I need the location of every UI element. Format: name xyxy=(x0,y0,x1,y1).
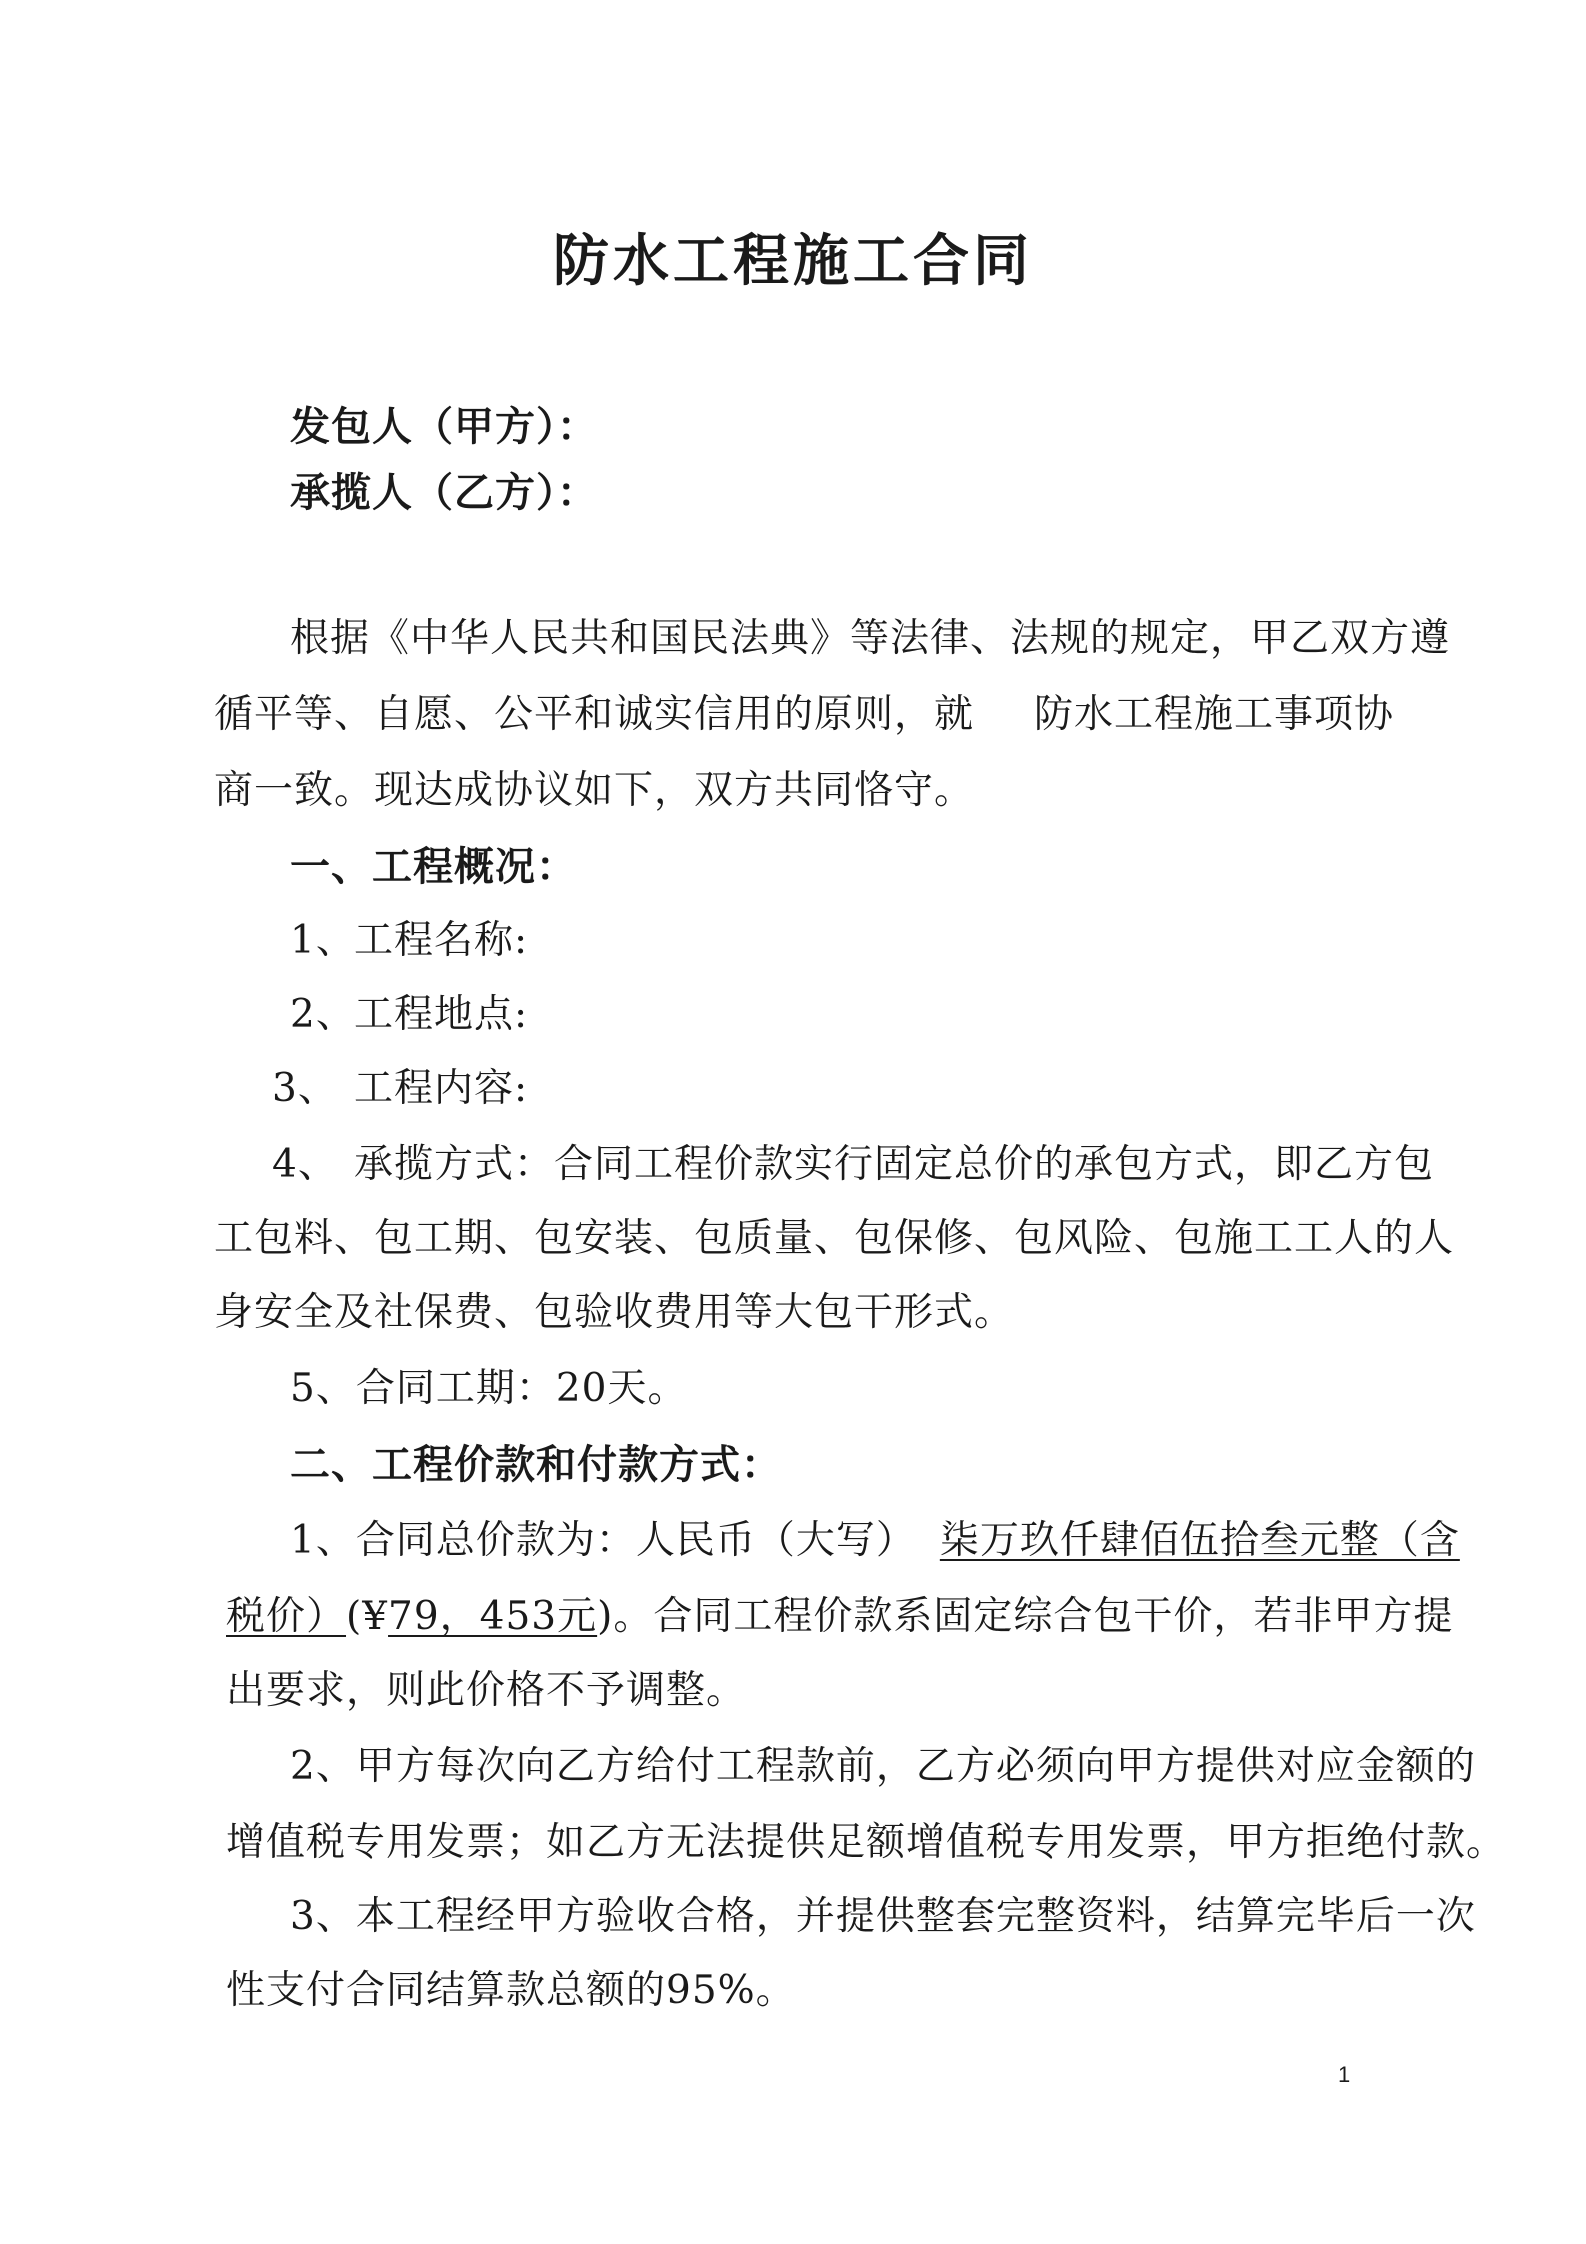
party-a-label: 发包人（甲方）： xyxy=(290,403,598,450)
preamble-line-2b: 防水工程施工事项协 xyxy=(1034,692,1395,737)
item3-number: 3、 xyxy=(272,1066,338,1111)
preamble-line-3: 商一致。现达成协议如下，双方共同恪守。 xyxy=(214,768,975,813)
section1-heading: 一、工程概况： xyxy=(290,843,577,890)
amount-in-figures: 79，453元 xyxy=(388,1594,598,1639)
contract-title: 防水工程施工合同 xyxy=(553,228,1033,294)
section2-heading: 二、工程价款和付款方式： xyxy=(290,1441,782,1488)
invoice-line-2: 增值税专用发票；如乙方无法提供足额增值税专用发票，甲方拒绝付款。 xyxy=(226,1820,1507,1865)
invoice-line-1: 2、甲方每次向乙方给付工程款前，乙方必须向甲方提供对应金额的 xyxy=(290,1744,1476,1789)
price-line-2-rest: )。合同工程价款系固定综合包干价，若非甲方提 xyxy=(597,1594,1454,1639)
amount-in-words-continued: 税价） xyxy=(226,1594,347,1639)
amount-in-words: 柒万玖仟肆佰伍拾叁元整（含 xyxy=(939,1518,1460,1563)
item1-text: 工程名称: xyxy=(354,918,529,963)
amount-paren-open: (¥ xyxy=(346,1594,389,1639)
party-b-label: 承揽人（乙方）： xyxy=(290,469,598,516)
price-line-2 xyxy=(226,1592,1453,1642)
item3-text: 工程内容: xyxy=(354,1066,529,1111)
payment-line-1: 3、本工程经甲方验收合格，并提供整套完整资料，结算完毕后一次 xyxy=(290,1894,1476,1939)
preamble-line-2a: 循平等、自愿、公平和诚实信用的原则，就 xyxy=(214,692,975,737)
item4-number: 4、 xyxy=(272,1142,338,1187)
payment-line-2: 性支付合同结算款总额的95%。 xyxy=(226,1968,796,2013)
item4-line-2: 工包料、包工期、包安装、包质量、包保修、包风险、包施工工人的人 xyxy=(214,1216,1455,1261)
item4-line-3: 身安全及社保费、包验收费用等大包干形式。 xyxy=(214,1290,1015,1335)
item2-number: 2、 xyxy=(290,992,356,1037)
price-line-3: 出要求，则此价格不予调整。 xyxy=(226,1668,747,1713)
price-line-1 xyxy=(290,1516,1460,1566)
page-number: 1 xyxy=(1338,2062,1351,2087)
item2-text: 工程地点: xyxy=(354,992,529,1037)
preamble-line-1: 根据《中华人民共和国民法典》等法律、法规的规定，甲乙双方遵 xyxy=(290,616,1451,661)
item4-line-1: 承揽方式：合同工程价款实行固定总价的承包方式，即乙方包 xyxy=(354,1142,1435,1187)
item5-text: 5、合同工期：20天。 xyxy=(290,1366,688,1411)
price-prefix: 1、合同总价款为：人民币（大写） xyxy=(290,1518,916,1563)
item1-number: 1、 xyxy=(290,918,356,963)
